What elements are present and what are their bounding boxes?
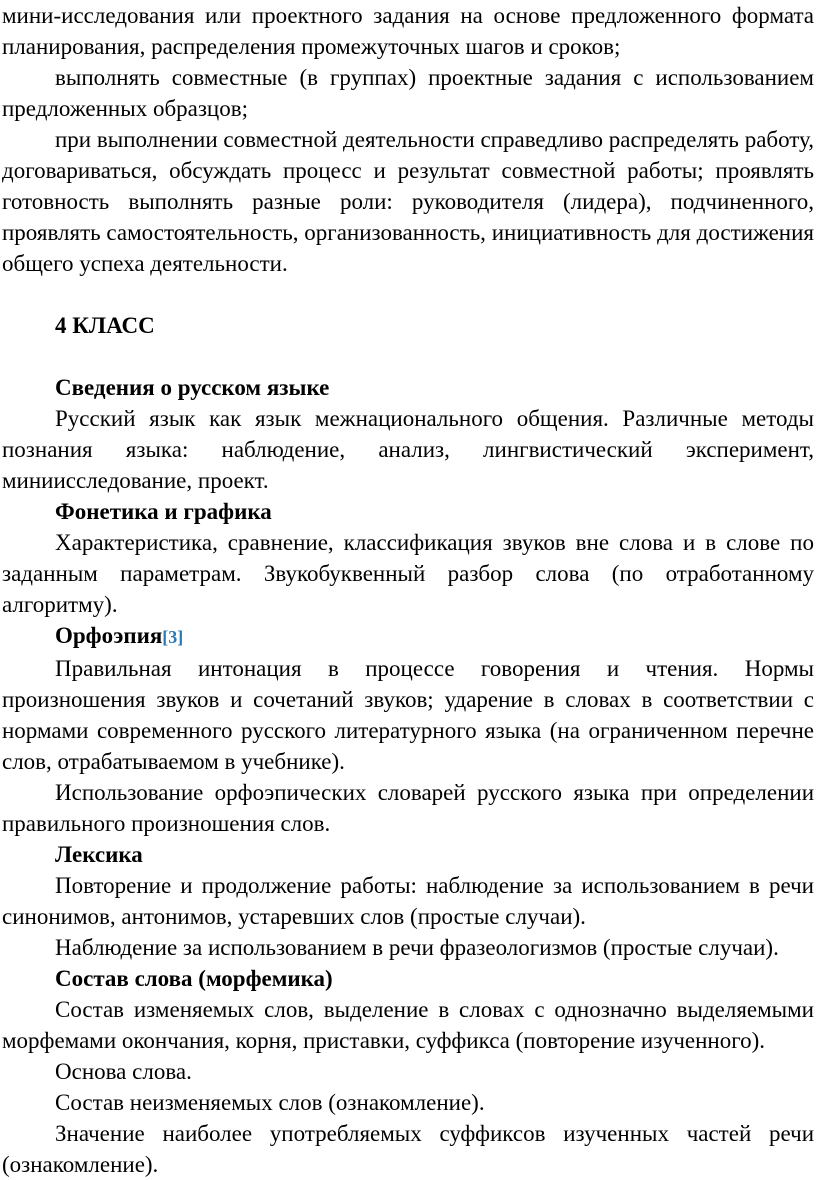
morphemics-paragraph-2: Основа слова. xyxy=(55,1059,192,1084)
footnote-reference-link[interactable]: [3] xyxy=(162,627,184,647)
spacer xyxy=(2,341,814,372)
section-heading-lexicon: Лексика xyxy=(55,842,143,867)
grade-heading: 4 КЛАСС xyxy=(55,313,155,338)
document-page xyxy=(2,0,814,1180)
intro-paragraph-1: мини-исследования или проектного задания на основе предложенного формата планирования, распределения промежуточных шагов и сроков; xyxy=(2,3,814,59)
morphemics-paragraph-4: Значение наиболее употребляемых суффиксов изученных частей речи (ознакомление). xyxy=(2,1121,814,1177)
orthoepy-paragraph-2: Использование орфоэпических словарей русского языка при определении правильного произношения слов. xyxy=(2,780,814,836)
section-heading-morphemics: Состав слова (морфемика) xyxy=(55,966,333,991)
orthoepy-heading-text: Орфоэпия xyxy=(55,623,163,648)
intro-paragraph-2: выполнять совместные (в группах) проектные задания с использованием предложенных образцов; xyxy=(2,65,814,121)
phonetics-paragraph-1: Характеристика, сравнение, классификация звуков вне слова и в слове по заданным параметрам. Звукобуквенный разбор слова (по отработанному алгоритму). xyxy=(2,530,814,617)
section-heading-orthoepy xyxy=(2,620,814,653)
morphemics-paragraph-1: Состав изменяемых слов, выделение в словах с однозначно выделяемыми морфемами окончания, корня, приставки, суффикса (повторение изученного). xyxy=(2,997,814,1053)
lexicon-paragraph-2: Наблюдение за использованием в речи фразеологизмов (простые случаи). xyxy=(55,935,779,960)
morphemics-paragraph-3: Состав неизменяемых слов (ознакомление). xyxy=(55,1090,485,1115)
section-heading-about-language: Сведения о русском языке xyxy=(55,375,330,400)
lexicon-paragraph-1: Повторение и продолжение работы: наблюдение за использованием в речи синонимов, антонимов, устаревших слов (простые случаи). xyxy=(2,873,814,929)
spacer xyxy=(2,279,814,310)
about-language-paragraph-1: Русский язык как язык межнационального общения. Различные методы познания языка: наблюдение, анализ, лингвистический эксперимент, миниисследование, проект. xyxy=(2,406,814,493)
orthoepy-paragraph-1: Правильная интонация в процессе говорения и чтения. Нормы произношения звуков и сочетаний звуков; ударение в словах в соответствии с нормами современного русского литературного языка (на ограниченном перечне слов, отрабатываемом в учебнике). xyxy=(2,656,814,774)
intro-paragraph-3: при выполнении совместной деятельности справедливо распределять работу, договариваться, обсуждать процесс и результат совместной работы; проявлять готовность выполнять разные роли: руководителя (лидера), подчиненного, проявлять самостоятельность, организованность, инициативность для достижения общего успеха деятельности. xyxy=(2,127,814,276)
section-heading-phonetics: Фонетика и графика xyxy=(55,499,272,524)
